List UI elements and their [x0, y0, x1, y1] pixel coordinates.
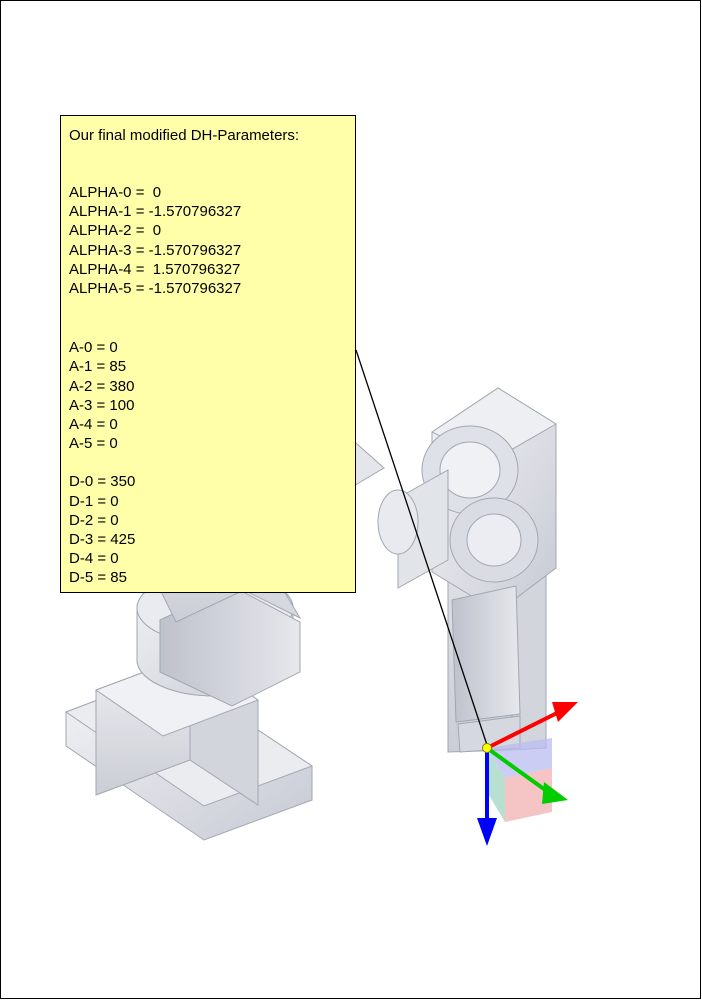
frame-origin-marker — [483, 744, 492, 753]
alpha-parameter-line: ALPHA-1 = -1.570796327 — [69, 203, 242, 221]
d-parameter-line: D-2 = 0 — [69, 511, 119, 529]
alpha-parameter-line: ALPHA-0 = 0 — [69, 184, 162, 201]
d-parameter-line: D-1 = 0 — [69, 492, 119, 510]
z-axis-arrow — [477, 818, 497, 846]
spacer — [69, 298, 355, 338]
alpha-parameter-line: ALPHA-4 = 1.570796327 — [69, 260, 241, 278]
d-parameter-line: D-0 = 350 — [69, 473, 136, 491]
dh-parameters-callout — [60, 115, 356, 593]
a-parameter-line: A-1 = 85 — [69, 358, 127, 376]
spacer — [69, 145, 355, 164]
a-parameter-group — [69, 338, 355, 453]
a-parameter-line: A-3 = 100 — [69, 396, 135, 414]
spacer — [69, 453, 355, 472]
x-axis-arrow — [552, 702, 578, 722]
d-parameter-line: D-3 = 425 — [69, 531, 136, 549]
alpha-parameter-line: ALPHA-2 = 0 — [69, 222, 162, 240]
d-parameter-line: D-4 = 0 — [69, 550, 119, 568]
alpha-parameter-group — [69, 183, 355, 298]
callout-title: Our final modified DH-Parameters: — [69, 127, 300, 144]
alpha-parameter-line: ALPHA-3 = -1.570796327 — [69, 241, 242, 259]
a-parameter-line: A-2 = 380 — [69, 377, 135, 395]
a-parameter-line: A-0 = 0 — [69, 339, 118, 357]
y-axis-arrow — [542, 782, 568, 804]
spacer — [69, 164, 355, 183]
d-parameter-line: D-5 = 85 — [69, 569, 127, 587]
alpha-parameter-line: ALPHA-5 = -1.570796327 — [69, 280, 242, 298]
robot-pose-right — [378, 388, 556, 752]
a-parameter-line: A-5 = 0 — [69, 435, 118, 453]
d-parameter-group — [69, 472, 355, 587]
a-parameter-line: A-4 = 0 — [69, 416, 118, 434]
